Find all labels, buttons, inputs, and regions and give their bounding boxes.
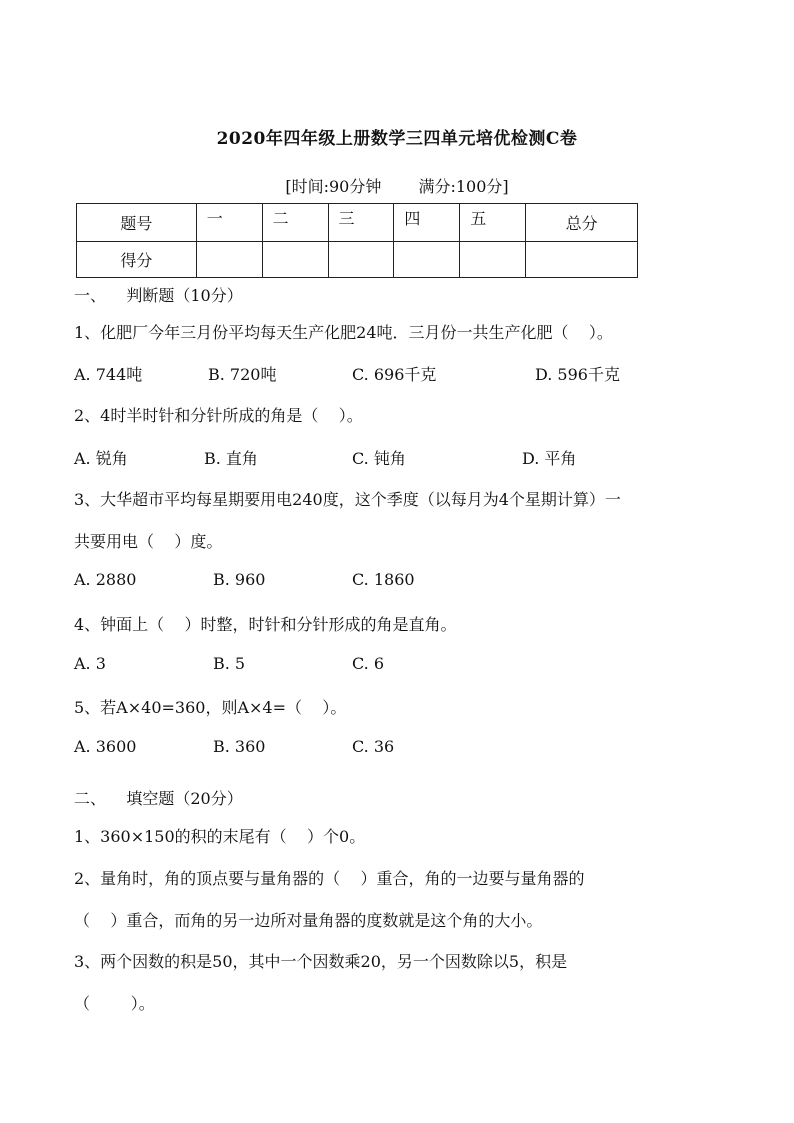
option-label: A. 3600 <box>74 737 137 756</box>
page-title: 2020年四年级上册数学三四单元培优检测C卷 <box>216 129 578 149</box>
score-table-cell: 得分 <box>77 242 197 278</box>
score-input-cell[interactable] <box>526 242 638 278</box>
option-label: C. 1860 <box>352 570 415 589</box>
option-label: B. 5 <box>213 654 246 673</box>
section-heading: 一、 判断题（10分） <box>74 286 243 305</box>
option-label: A. 2880 <box>74 570 137 589</box>
question-text: 1、化肥厂今年三月份平均每天生产化肥24吨．三月份一共生产化肥（ ）。 <box>74 323 613 342</box>
option-label: C. 钝角 <box>352 449 406 468</box>
section-heading: 二、 填空题（20分） <box>74 789 243 808</box>
option-label: D. 平角 <box>522 449 577 468</box>
score-table-cell: 一 <box>196 204 262 242</box>
score-table-cell: 题号 <box>77 204 197 242</box>
question-text: 3、大华超市平均每星期要用电240度，这个季度（以每月为4个星期计算）一 <box>74 490 621 509</box>
option-label: C. 36 <box>352 737 395 756</box>
option-label: B. 直角 <box>204 449 258 468</box>
option-label: C. 696千克 <box>352 365 437 384</box>
score-input-cell[interactable] <box>394 242 460 278</box>
question-text-continued: 共要用电（ ）度。 <box>74 532 223 551</box>
full-score: 满分:100分] <box>418 177 509 196</box>
option-label: A. 3 <box>74 654 106 673</box>
question-text: 1、360×150的积的末尾有（ ）个0。 <box>74 827 366 846</box>
question-text-continued: （ ）重合，而角的另一边所对量角器的度数就是这个角的大小。 <box>74 911 543 930</box>
score-table-cell: 二 <box>262 204 328 242</box>
question-text: 2、量角时，角的顶点要与量角器的（ ）重合，角的一边要与量角器的 <box>74 869 585 888</box>
score-table-cell: 四 <box>394 204 460 242</box>
question-text-continued: （ ）。 <box>74 994 155 1013</box>
time-limit: [时间:90分钟 <box>285 177 382 196</box>
question-text: 3、两个因数的积是50，其中一个因数乘20，另一个因数除以5，积是 <box>74 952 568 971</box>
option-label: A. 锐角 <box>74 449 128 468</box>
option-label: B. 720吨 <box>208 365 277 384</box>
question-text: 4、钟面上（ ）时整，时针和分针形成的角是直角。 <box>74 615 457 634</box>
score-table-score-row <box>77 242 638 278</box>
exam-meta <box>0 174 794 197</box>
option-label: C. 6 <box>352 654 385 673</box>
score-input-cell[interactable] <box>460 242 526 278</box>
question-text: 5、若A×40=360，则A×4=（ ）。 <box>74 698 347 717</box>
option-label: B. 360 <box>213 737 266 756</box>
question-text: 2、4时半时针和分针所成的角是（ ）。 <box>74 406 363 425</box>
score-input-cell[interactable] <box>262 242 328 278</box>
score-input-cell[interactable] <box>196 242 262 278</box>
option-label: D. 596千克 <box>535 365 620 384</box>
option-label: B. 960 <box>213 570 266 589</box>
score-table <box>76 203 638 278</box>
option-label: A. 744吨 <box>74 365 143 384</box>
score-table-cell: 三 <box>328 204 394 242</box>
score-table-cell: 五 <box>460 204 526 242</box>
score-table-header-row <box>77 204 638 242</box>
score-table-cell: 总分 <box>526 204 638 242</box>
score-input-cell[interactable] <box>328 242 394 278</box>
